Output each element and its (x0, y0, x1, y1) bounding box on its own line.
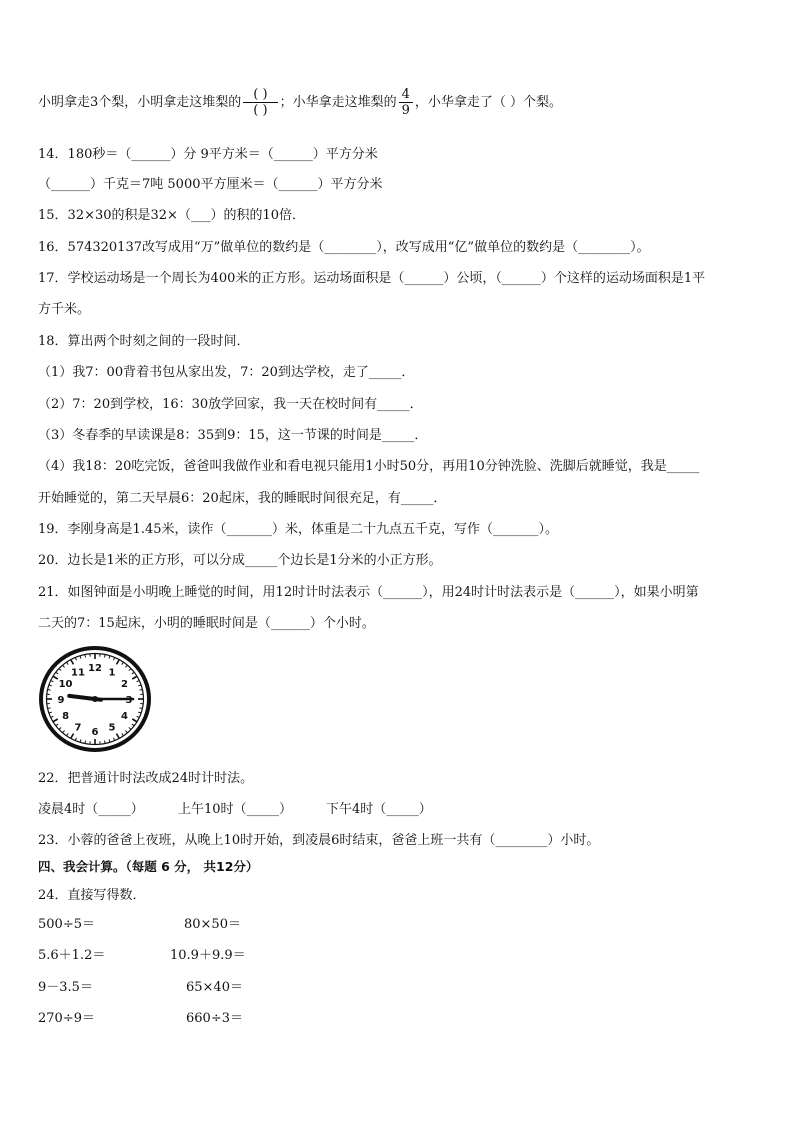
q24-title: 24．直接写得数． (38, 888, 146, 903)
clock-tick (122, 733, 123, 735)
clock-numeral: 7 (74, 722, 82, 734)
clock-tick (75, 658, 76, 660)
q21-line1: 21．如图钟面是小明晚上睡觉的时间，用12时计时法表示（______），用24时计时法表示是（______），如果小明第 (38, 585, 699, 600)
clock-numeral: 4 (120, 711, 128, 722)
clock-tick (85, 655, 86, 657)
clock-tick (59, 669, 61, 671)
clock-tick (80, 656, 81, 658)
clock-tick (138, 685, 140, 686)
q16: 16．574320137改写成用“万”做单位的数约是（________），改写成用“亿”做单位的数约是（________）。 (38, 240, 650, 255)
q17-line2: 方千米。 (38, 302, 91, 317)
clock-tick (80, 739, 81, 741)
clock-tick (53, 719, 57, 722)
q22-c: 下午4时（_____） (326, 802, 432, 817)
q20: 20．边长是1米的正方形，可以分成_____个边长是1分米的小正方形。 (38, 553, 442, 568)
q13-part1: 小明拿走3个梨，小明拿走这堆梨的 (38, 95, 242, 110)
clock-tick (109, 656, 110, 658)
q13-part3: ，小华拿走了（ ）个梨。 (414, 95, 562, 110)
q24-row-right: 65×40＝ (186, 980, 243, 995)
clock-numeral: 11 (71, 667, 85, 679)
fraction-denominator: 9 (401, 103, 410, 118)
clock-tick (140, 708, 142, 709)
clock-tick (71, 734, 74, 738)
q15: 15．32×30的积是32×（___）的积的10倍． (38, 208, 305, 223)
clock-numeral: 5 (108, 722, 116, 734)
q18-item3: （3）冬春季的早读课是8：35到9：15，这一节课的时间是_____． (38, 428, 428, 443)
clock-tick (56, 673, 58, 674)
clock-numeral: 12 (88, 663, 102, 674)
clock-tick (132, 677, 136, 680)
clock-tick (63, 666, 65, 668)
q14-line2: （______）千克＝7吨 5000平方厘米＝（______）平方分米 (38, 177, 383, 192)
clock-tick (117, 734, 120, 738)
q18-item4-line2: 开始睡觉的，第二天早晨6：20起床，我的睡眠时间很充足，有_____． (38, 491, 447, 506)
clock-numeral: 10 (58, 679, 73, 690)
q24-row-right: 80×50＝ (184, 917, 241, 932)
clock-tick (56, 724, 58, 725)
clock-tick (53, 677, 57, 680)
clock-tick (132, 673, 134, 674)
clock-tick (49, 712, 51, 713)
q14-line1: 14．180秒＝（______）分 9平方米＝（______）平方分米 (38, 147, 378, 162)
clock-numeral: 9 (57, 695, 65, 706)
clock-tick (67, 733, 68, 735)
clock-tick (140, 690, 142, 691)
q22-title: 22．把普通计时法改成24时计时法。 (38, 771, 254, 786)
q17-line1: 17．学校运动场是一个周长为400米的正方形。运动场面积是（______）公顷，（______）个这样的运动场面积是1平 (38, 271, 706, 286)
clock-tick (49, 685, 51, 686)
clock-numeral: 2 (120, 679, 128, 690)
clock-numeral: 3 (125, 695, 133, 706)
fraction-numerator: ( ) (253, 87, 268, 102)
q21-line2: 二天的7：15起床，小明的睡眠时间是（______）个小时。 (38, 616, 375, 631)
q24-row-right: 10.9＋9.9＝ (170, 948, 246, 963)
clock-tick (132, 724, 134, 725)
clock-tick (138, 712, 140, 713)
clock-tick (109, 739, 110, 741)
clock-tick (129, 669, 131, 671)
clock-tick (137, 681, 139, 682)
q13-part2: ；小华拿走这堆梨的 (279, 95, 397, 110)
q23: 23．小蓉的爸爸上夜班，从晚上10时开始，到凌晨6时结束，爸爸上班一共有（________）小时。 (38, 833, 600, 848)
clock-tick (122, 663, 123, 665)
clock-tick (59, 727, 61, 729)
q22-b: 上午10时（_____） (178, 802, 293, 817)
fraction-four-ninths (399, 87, 413, 118)
q18-title: 18．算出两个时刻之间的一段时间． (38, 334, 250, 349)
q18-item2: （2）7：20到学校，16：30放学回家，我一天在校时间有_____． (38, 397, 423, 412)
clock-tick (125, 666, 127, 668)
clock-tick (51, 681, 53, 682)
clock-tick (48, 690, 50, 691)
clock-tick (71, 660, 74, 664)
clock-tick (63, 731, 65, 733)
clock-tick (85, 741, 86, 743)
clock-numeral: 1 (108, 667, 116, 679)
clock-numeral: 6 (91, 727, 99, 738)
clock-tick (104, 655, 105, 657)
clock-tick (75, 738, 76, 740)
q18-item1: （1）我7：00背着书包从家出发，7：20到达学校，走了_____． (38, 365, 415, 380)
clock-tick (51, 716, 53, 717)
fraction-denominator: ( ) (253, 103, 268, 118)
q13-line (38, 85, 562, 121)
clock-tick (104, 741, 105, 743)
clock-tick (114, 658, 115, 660)
clock-center (92, 696, 98, 702)
clock-tick (129, 727, 131, 729)
clock-tick (132, 719, 136, 722)
clock-tick (125, 731, 127, 733)
clock-numeral: 8 (62, 711, 70, 722)
fraction-blank (243, 87, 277, 118)
q18-item4-line1: （4）我18：20吃完饭，爸爸叫我做作业和看电视只能用1小时50分，再用10分钟洗脸、洗脚后就睡觉，我是_____ (38, 459, 700, 474)
q24-row-left: 9－3.5＝ (38, 980, 93, 995)
clock-tick (114, 738, 115, 740)
q24-row-left: 5.6＋1.2＝ (38, 948, 106, 963)
clock-tick (48, 708, 50, 709)
section-heading: 四、我会计算。（每题 6 分， 共12分） (38, 859, 259, 874)
q22-a: 凌晨4时（_____） (38, 802, 144, 817)
clock-tick (117, 660, 120, 664)
q24-row-right: 660÷3＝ (186, 1011, 243, 1026)
clock-tick (67, 663, 68, 665)
q24-row-left: 270÷9＝ (38, 1011, 95, 1026)
q19: 19．李刚身高是1.45米，读作（_______）米，体重是二十九点五千克，写作（_______）。 (38, 522, 558, 537)
fraction-numerator: 4 (401, 87, 410, 102)
clock-tick (137, 716, 139, 717)
clock-face (38, 645, 152, 753)
q24-row-left: 500÷5＝ (38, 917, 95, 932)
